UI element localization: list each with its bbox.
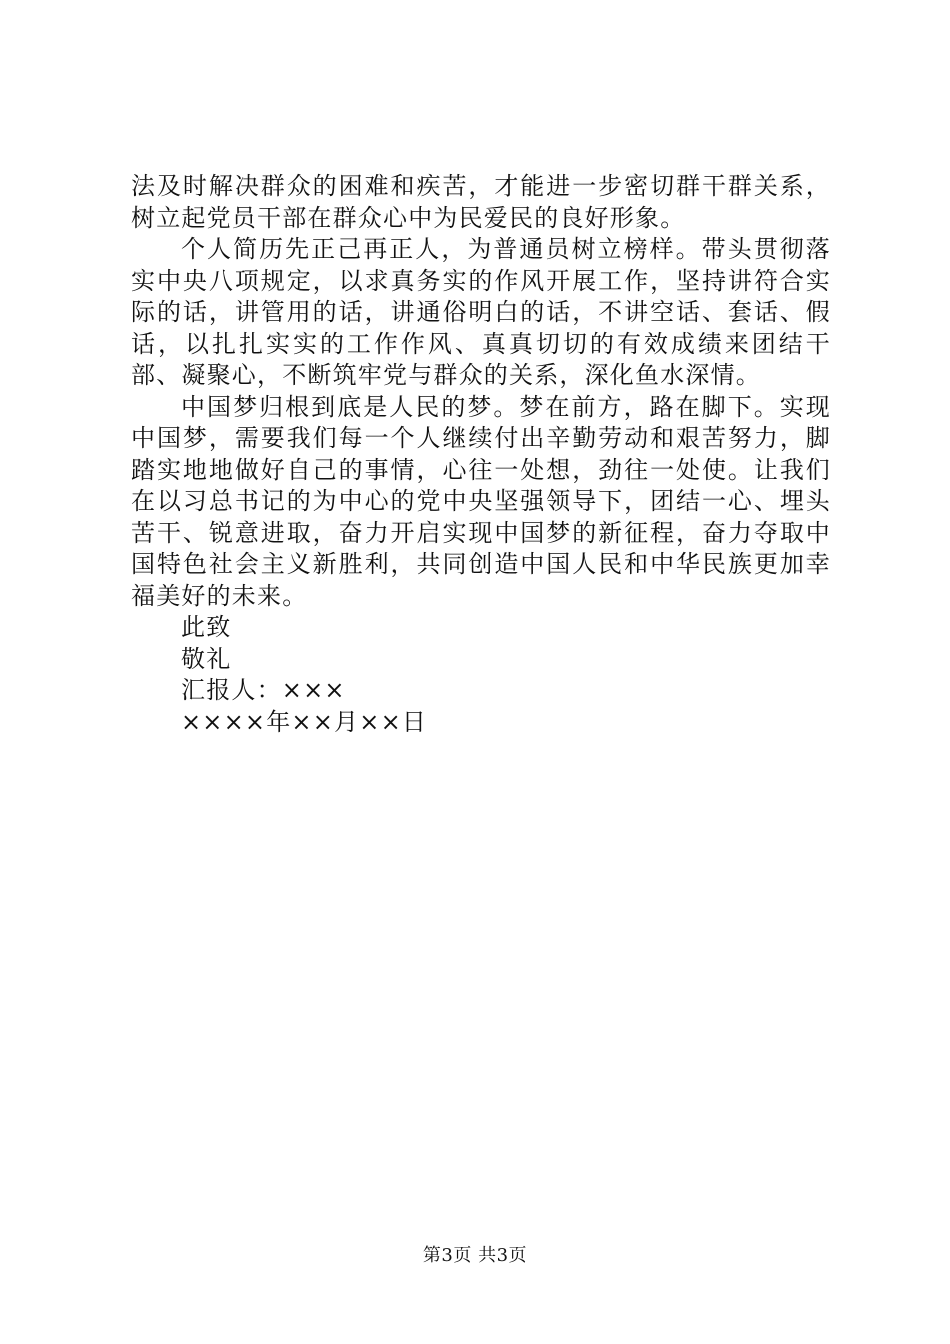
page-number-footer: 第3页 共3页: [422, 1245, 528, 1266]
paragraph-self-discipline: 个人简历先正己再正人，为普通员树立榜样。带头贯彻落实中央八项规定，以求真务实的作风开展工作，坚持讲符合实际的话，讲管用的话，讲通俗明白的话，不讲空话、套话、假话，以扎扎实实的工作作风、真真切切的有效成绩来团结干部、凝聚心，不断筑牢党与群众的关系，深化鱼水深情。: [131, 235, 831, 389]
document-body: [131, 171, 831, 738]
paragraph-chinese-dream: 中国梦归根到底是人民的梦。梦在前方，路在脚下。实现中国梦，需要我们每一个人继续付出辛勤劳动和艰苦努力，脚踏实地地做好自己的事情，心往一处想，劲往一处使。让我们在以习总书记的为中心的党中央坚强领导下，团结一心、埋头苦干、锐意进取，奋力开启实现中国梦的新征程，奋力夺取中国特色社会主义新胜利，共同创造中国人民和中华民族更加幸福美好的未来。: [131, 392, 831, 610]
closing-salutation: 此致: [181, 613, 232, 641]
paragraph-continuation: 法及时解决群众的困难和疾苦，才能进一步密切群干群关系，树立起党员干部在群众心中为民爱民的良好形象。: [131, 172, 831, 232]
closing-regards: 敬礼: [181, 644, 232, 673]
reporter-signature: 汇报人：×××: [181, 676, 346, 704]
report-date: ××××年××月××日: [181, 707, 428, 736]
